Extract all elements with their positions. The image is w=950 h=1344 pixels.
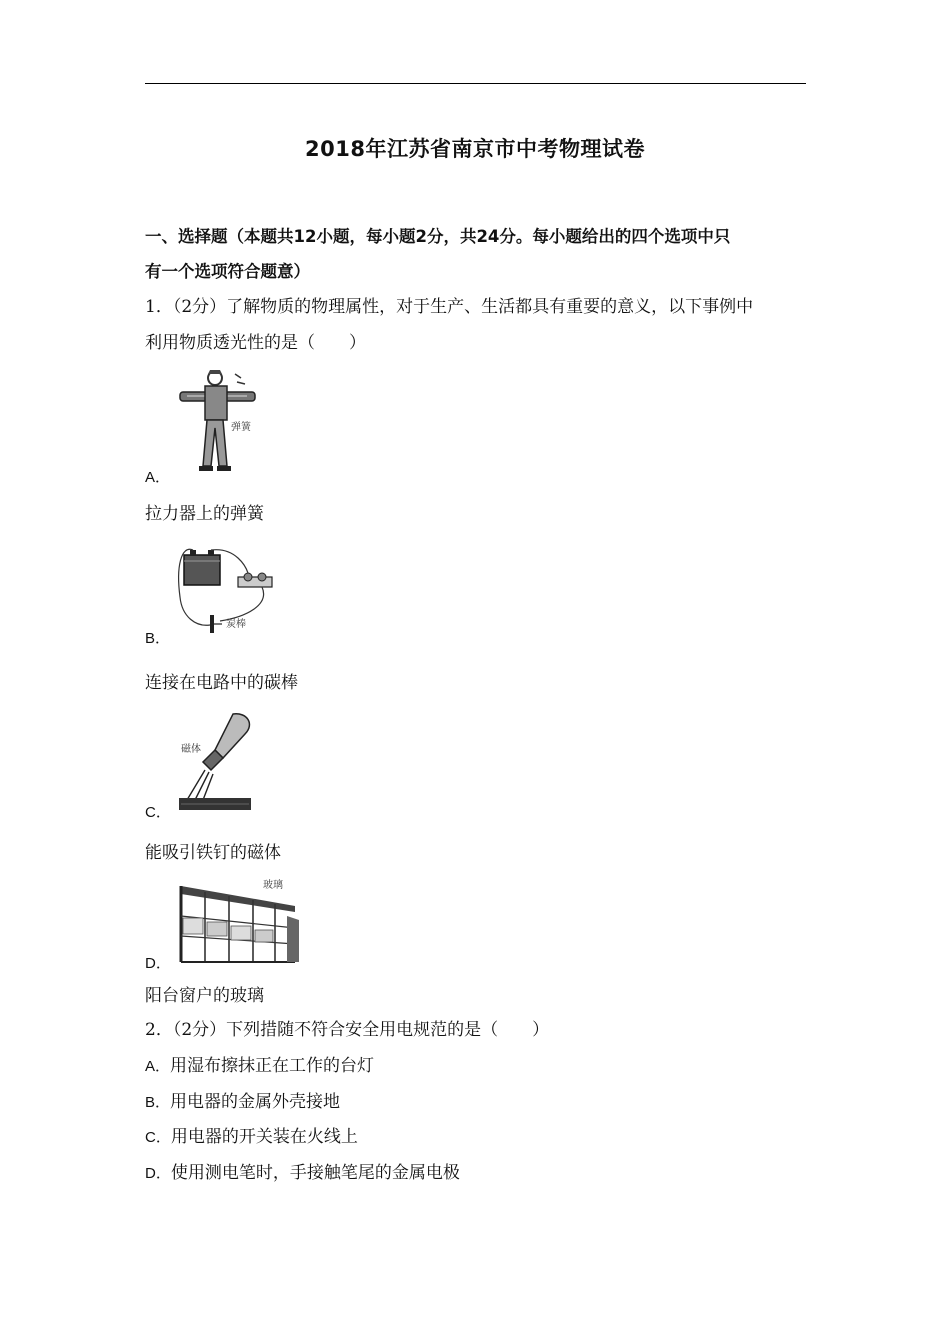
header-rule xyxy=(145,83,806,84)
spring-figure-label: 弹簧 xyxy=(231,422,251,433)
q2-option-d-letter: D． xyxy=(145,1165,171,1182)
q2-option-d-text: 使用测电笔时，手接触笔尾的金属电极 xyxy=(170,1163,460,1183)
magnet-figure-label: 磁体 xyxy=(181,744,201,755)
carbon-rod-figure-label: 炭棒 xyxy=(226,619,246,630)
page-title: 2018年江苏省南京市中考物理试卷 xyxy=(305,137,645,161)
q1-option-c-text: 能吸引铁钉的磁体 xyxy=(145,843,281,863)
glass-figure-label: 玻璃 xyxy=(263,880,283,891)
magnet-nails-illustration xyxy=(175,710,257,816)
q2-option-b-letter: B． xyxy=(145,1094,171,1111)
q2-option-b-text: 用电器的金属外壳接地 xyxy=(170,1092,341,1112)
section-heading-line2: 有一个选项符合题意） xyxy=(145,262,310,281)
section-heading-line1: 一、选择题（本题共12小题，每小题2分，共24分。每小题给出的四个选项中只 xyxy=(145,227,731,246)
q1-option-b-letter: B． xyxy=(145,630,171,647)
q2-option-a-letter: A． xyxy=(145,1058,171,1075)
q2-option-a xyxy=(145,1055,374,1078)
q2-option-a-text: 用湿布擦抹正在工作的台灯 xyxy=(170,1056,375,1076)
q1-option-a-text: 拉力器上的弹簧 xyxy=(145,504,264,524)
spring-exerciser-illustration xyxy=(175,368,265,480)
circuit-carbon-rod-illustration xyxy=(176,547,280,641)
q2-option-c-text: 用电器的开关装在火线上 xyxy=(170,1127,358,1147)
q1-option-c-letter: C． xyxy=(145,804,171,821)
q2-option-d xyxy=(145,1162,460,1185)
q1-option-a-letter: A． xyxy=(145,469,171,486)
balcony-glass-illustration xyxy=(175,876,303,966)
q1-stem-line1: 1．（2分）了解物质的物理属性，对于生产、生活都具有重要的意义，以下事例中 xyxy=(145,297,754,317)
q1-option-d-letter: D． xyxy=(145,955,171,972)
q1-option-b-text: 连接在电路中的碳棒 xyxy=(145,673,298,693)
q2-option-c xyxy=(145,1126,358,1149)
q2-option-b xyxy=(145,1091,340,1114)
q1-stem-line2: 利用物质透光性的是（ ） xyxy=(145,333,366,353)
q2-option-c-letter: C． xyxy=(145,1129,171,1146)
q2-stem: 2．（2分）下列措随不符合安全用电规范的是（ ） xyxy=(145,1020,550,1040)
q1-option-d-text: 阳台窗户的玻璃 xyxy=(145,986,264,1006)
